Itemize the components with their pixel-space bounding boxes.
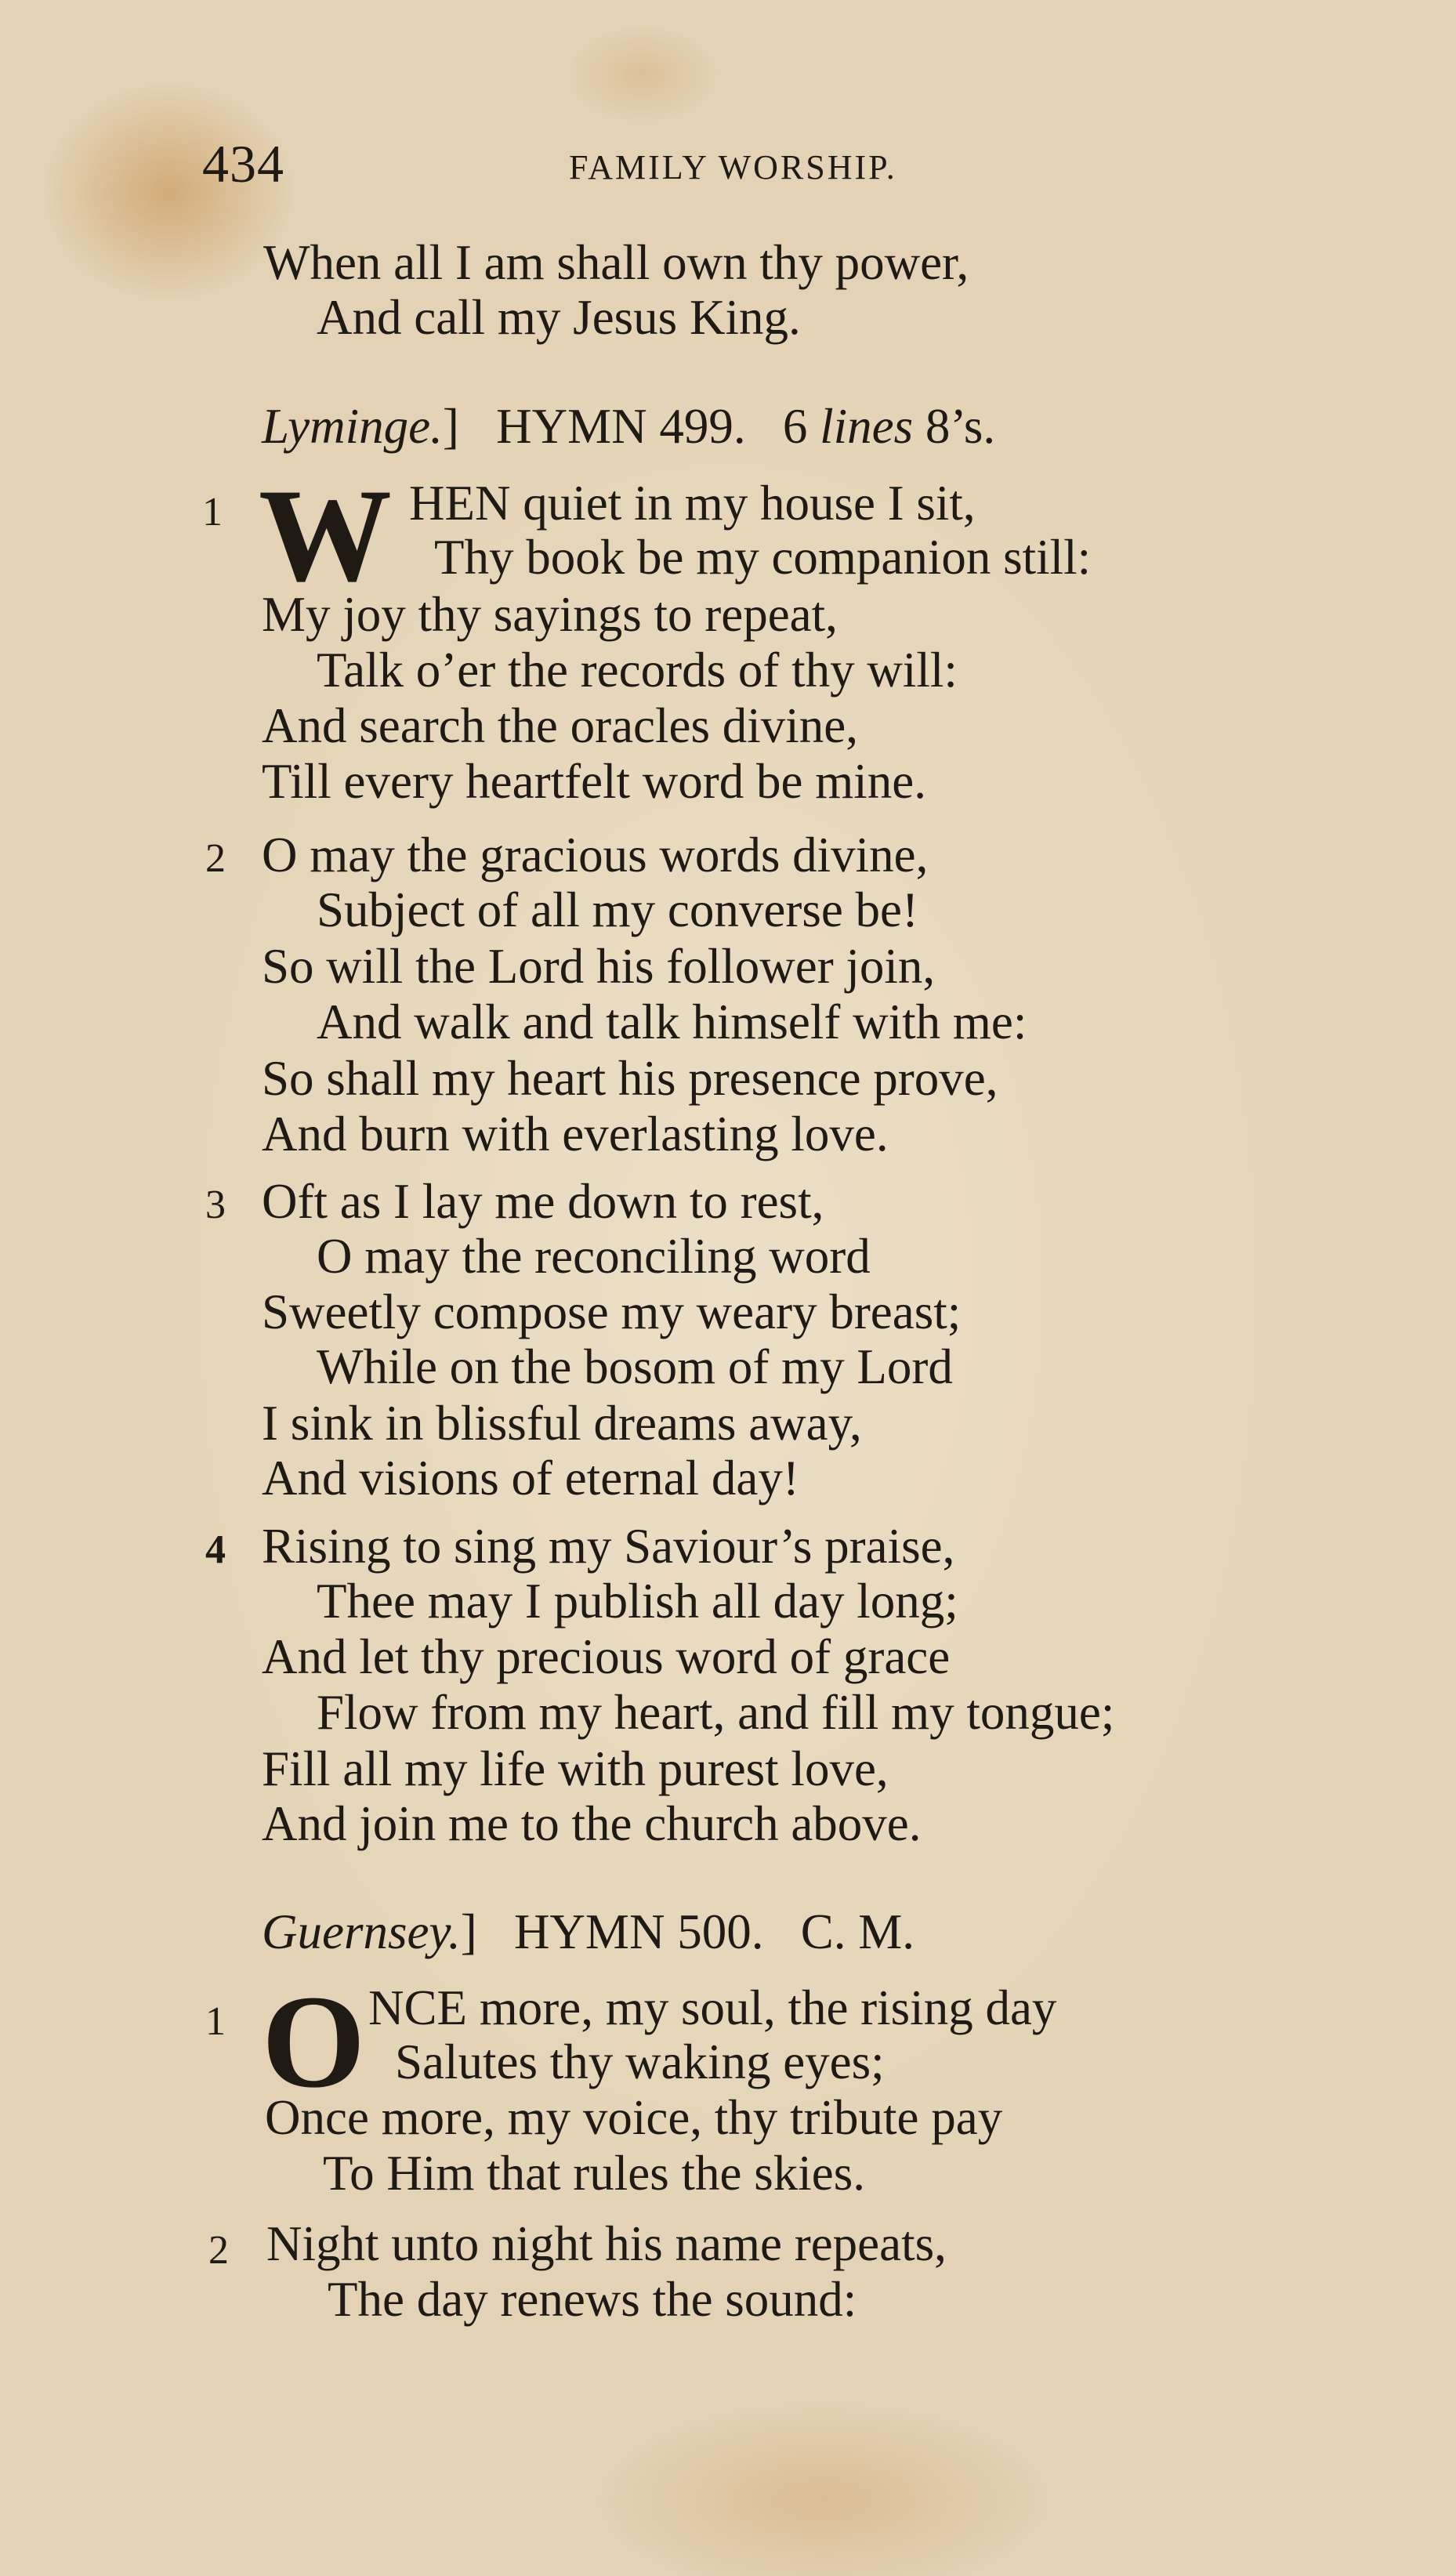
verse-line: Talk o’er the records of thy will:	[317, 643, 958, 697]
verse-line: And search the oracles divine,	[262, 698, 858, 753]
carryover-line-2: And call my Jesus King.	[317, 290, 801, 345]
verse-line: And let thy precious word of grace	[262, 1629, 951, 1684]
page-header	[202, 133, 1103, 204]
verse-line: I sink in blissful dreams away,	[262, 1396, 862, 1451]
verse-number: 3	[205, 1183, 226, 1227]
verse-number: 4	[205, 1527, 226, 1572]
verse-line: Night unto night his name repeats,	[266, 2216, 947, 2271]
verse-line: And burn with everlasting love.	[262, 1107, 889, 1161]
verse-line: Once more, my voice, thy tribute pay	[265, 2090, 1003, 2145]
page-number: 434	[202, 134, 284, 194]
verse-line: While on the bosom of my Lord	[317, 1339, 953, 1394]
meter: C. M.	[800, 1904, 915, 1959]
verse-line: Salutes thy waking eyes;	[395, 2034, 885, 2089]
verse-line: So will the Lord his follower join,	[262, 939, 936, 994]
verse-line: Fill all my life with purest love,	[262, 1741, 889, 1796]
verse-line: HEN quiet in my house I sit,	[409, 476, 976, 531]
hymn-title: HYMN 500.	[513, 1904, 764, 1959]
verse-line: To Him that rules the skies.	[323, 2146, 865, 2201]
verse-line: The day renews the sound:	[328, 2272, 857, 2327]
tune-name: Guernsey.	[262, 1904, 461, 1959]
tune-name: Lyminge.	[262, 399, 443, 454]
verse-line: Flow from my heart, and fill my tongue;	[317, 1685, 1115, 1740]
verse-line: And walk and talk himself with me:	[317, 995, 1027, 1049]
verse-line: And visions of eternal day!	[262, 1451, 799, 1505]
meter-tail: 8’s.	[925, 399, 996, 454]
hymn-title: HYMN 499.	[496, 399, 746, 454]
tune-bracket: ]	[460, 1904, 477, 1959]
verse-number: 1	[202, 490, 223, 534]
verse-line: Till every heartfelt word be mine.	[262, 754, 926, 809]
verse-line: So shall my heart his presence prove,	[262, 1051, 998, 1106]
verse-line: And join me to the church above.	[262, 1796, 922, 1851]
hymn-500-heading	[262, 1904, 915, 1959]
hymn-499-heading	[262, 399, 996, 454]
verse-number: 2	[205, 836, 226, 881]
running-title: FAMILY WORSHIP.	[569, 148, 897, 187]
drop-cap-letter: W	[259, 462, 392, 609]
verse-line: My joy thy sayings to repeat,	[262, 587, 838, 642]
carryover-line-1: When all I am shall own thy power,	[263, 235, 969, 290]
verse-number: 2	[208, 2228, 229, 2273]
tune-bracket: ]	[442, 399, 459, 454]
verse-line: Rising to sing my Saviour’s praise,	[262, 1519, 955, 1574]
verse-line: NCE more, my soul, the rising day	[368, 1980, 1057, 2035]
verse-line: Subject of all my converse be!	[317, 882, 918, 937]
meter-word: lines	[820, 399, 914, 454]
verse-line: O may the gracious words divine,	[262, 828, 929, 882]
meter-number: 6	[782, 399, 808, 454]
verse-line: O may the reconciling word	[317, 1229, 871, 1284]
verse-line: Thy book be my companion still:	[434, 530, 1092, 585]
verse-line: Thee may I publish all day long;	[317, 1574, 958, 1629]
verse-line: Sweetly compose my weary breast;	[262, 1284, 962, 1339]
drop-cap-letter: O	[262, 1968, 366, 2115]
verse-number: 1	[205, 1999, 226, 2044]
verse-line: Oft as I lay me down to rest,	[262, 1174, 824, 1229]
